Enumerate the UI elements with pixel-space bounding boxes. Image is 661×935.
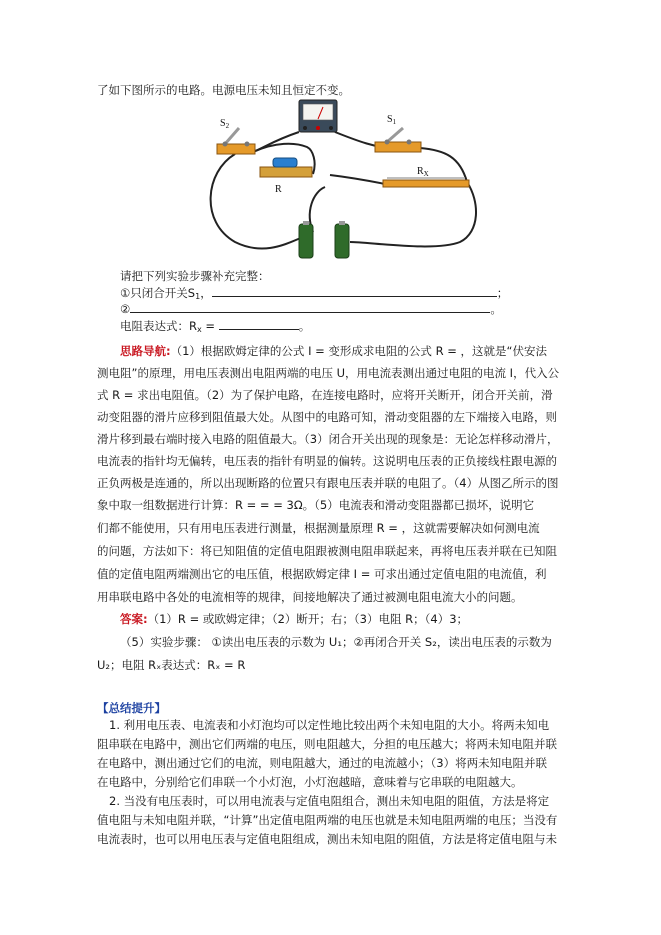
guide-line-5: 滑片移到最右端时接入电路的阻值最大。（3）闭合开关出现的现象是：无论怎样移动滑片，: [97, 432, 559, 446]
step2-blank[interactable]: [130, 301, 490, 313]
summary-line-7: 电流表时，也可以用电压表与定值电阻组成，测出未知电阻的阻值，方法是将定值电阻与未: [97, 832, 557, 846]
switch-s1-base: [375, 142, 421, 152]
guide-line-7: 正负两极是连通的，所以出现断路的位置只有跟电压表并联的电阻了。（4）从图乙所示的图: [97, 476, 559, 490]
resistor-r-body: [273, 158, 297, 167]
steps-prompt: 请把下列实验步骤补充完整：: [120, 269, 270, 283]
answer-line-3: U₂；电阻 Rₓ表达式：Rₓ = R: [97, 658, 246, 672]
guide-line-2: 测电阻”的原理，用电压表测出电阻两端的电压 U，用电流表测出通过电阻的电流 I，代入公: [97, 366, 560, 380]
summary-line-1: 1. 利用电压表、电流表和小灯泡均可以定性地比较出两个未知电阻的大小。将两未知电: [109, 718, 550, 732]
step1-line: ①只闭合开关$S_1$， ；: [120, 286, 509, 301]
wire-r-rx: [330, 175, 385, 184]
summary-line-6: 值电阻与未知电阻并联，“计算”出定值电阻两端的电压也就是未知电阻两端的电压；当没有: [97, 813, 558, 827]
wire-right: [350, 182, 476, 246]
guide-line-3: 式 R = 求出电阻值。（2）为了保护电路，在连接电路时，应将开关断开，闭合开关前，滑: [97, 388, 553, 402]
guide-line-9: 们都不能使用，只有用电压表进行测量，根据测量原理 R = ，这就需要解决如何测电流: [97, 521, 540, 535]
guide-label: 思路导航:: [120, 344, 171, 358]
resistor-r-base: [260, 167, 312, 177]
step2-line: ② 。: [120, 302, 502, 316]
guide-line-8: 象中取一组数据进行计算：R = = = 3Ω。（5）电流表和滑动变阻器都已损坏，说明它: [97, 498, 535, 512]
switch-s2-base: [217, 144, 255, 154]
answer-line-1: 答案:（1）R = 或欧姆定律；（2）断开；右；（3）电阻 R；（4）3；: [120, 612, 469, 626]
wire-meter-left: [253, 132, 299, 152]
switch-s1-blade: [387, 128, 403, 142]
expression-line: 电阻表达式：$R_x$ = 。: [120, 319, 311, 334]
summary-heading: 【总结提升】: [97, 701, 166, 715]
circuit-figure: [195, 92, 485, 267]
circuit-diagram: [195, 92, 485, 267]
battery-right: [335, 224, 349, 258]
resistor-rx-base: [383, 180, 469, 187]
label-s2: $S_2$: [220, 118, 230, 130]
guide-line-1: 思路导航:（1）根据欧姆定律的公式 I = 变形成求电阻的公式 R = ，这就是“伏安法: [120, 344, 547, 358]
guide-line-12: 用串联电路中各处的电流相等的规律，间接地解决了通过被测电阻电流大小的问题。: [97, 590, 523, 604]
summary-line-5: 2. 当没有电压表时，可以用电流表与定值电阻组合，测出未知电阻的阻值，方法是将定: [109, 794, 550, 808]
label-s1: $S_1$: [387, 114, 397, 126]
step1-blank[interactable]: [212, 285, 497, 297]
summary-line-4: 在电路中，分别给它们串联一个小灯泡，小灯泡越暗，意味着与它串联的电阻越大。: [97, 775, 523, 789]
label-r: R: [275, 184, 282, 195]
guide-line-4: 动变阻器的滑片应移到阻值最大处。从图中的电路可知，滑动变阻器的左下端接入电路，则: [97, 410, 557, 424]
expression-blank[interactable]: [219, 318, 299, 330]
guide-line-6: 电流表的指针均无偏转，电压表的指针有明显的偏转。这说明电压表的正负接线柱跟电源的: [97, 454, 557, 468]
voltmeter-dial: [303, 104, 333, 120]
summary-line-2: 阻串联在电路中，测出它们两端的电压，则电阻越大，分担的电压越大；将两未知电阻并联: [97, 737, 557, 751]
guide-line-11: 值的定值电阻两端测出它的电压值，根据欧姆定律 I = 可求出通过定值电阻的电流值，利: [97, 567, 547, 581]
label-rx: $R_X$: [417, 166, 429, 178]
answer-line-2: （5）实验步骤： ①读出电压表的示数为 U₁；②再闭合开关 S₂，读出电压表的示数为: [120, 635, 552, 649]
guide-line-10: 的问题，方法如下：将已知阻值的定值电阻跟被测电阻串联起来，再将电压表并联在已知阻: [97, 544, 557, 558]
summary-line-3: 在电路中，测出通过它们的电流，则电阻越大，通过的电流越小；（3）将两未知电阻并联: [97, 756, 548, 770]
switch-s2-blade: [225, 128, 239, 144]
intro-text: 了如下图所示的电路。电源电压未知且恒定不变。: [97, 83, 350, 97]
battery-left: [299, 224, 313, 258]
answer-label: 答案:: [120, 612, 148, 626]
